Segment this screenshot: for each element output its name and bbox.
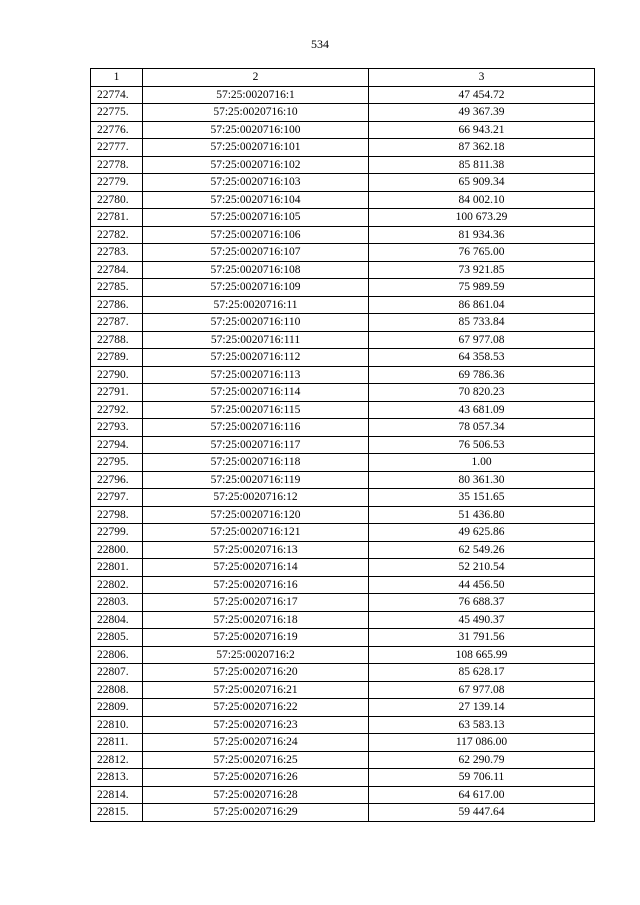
cadastral-value: 78 057.34 xyxy=(369,419,595,437)
cadastral-value: 47 454.72 xyxy=(369,86,595,104)
cadastral-number: 57:25:0020716:117 xyxy=(143,436,369,454)
cadastral-number: 57:25:0020716:106 xyxy=(143,226,369,244)
table-row xyxy=(91,191,595,209)
row-number: 22791. xyxy=(91,384,143,402)
cadastral-value: 66 943.21 xyxy=(369,121,595,139)
row-number: 22796. xyxy=(91,471,143,489)
row-number: 22787. xyxy=(91,314,143,332)
table-row xyxy=(91,594,595,612)
table-row xyxy=(91,471,595,489)
row-number: 22794. xyxy=(91,436,143,454)
table-row xyxy=(91,786,595,804)
cadastral-number: 57:25:0020716:19 xyxy=(143,629,369,647)
row-number: 22776. xyxy=(91,121,143,139)
cadastral-value: 73 921.85 xyxy=(369,261,595,279)
table-row xyxy=(91,664,595,682)
table-row xyxy=(91,401,595,419)
cadastral-value: 1.00 xyxy=(369,454,595,472)
cadastral-value: 67 977.08 xyxy=(369,681,595,699)
table-row xyxy=(91,226,595,244)
row-number: 22798. xyxy=(91,506,143,524)
cadastral-number: 57:25:0020716:13 xyxy=(143,541,369,559)
cadastral-value: 62 290.79 xyxy=(369,751,595,769)
cadastral-number: 57:25:0020716:12 xyxy=(143,489,369,507)
table-row xyxy=(91,751,595,769)
table-row xyxy=(91,524,595,542)
cadastral-number: 57:25:0020716:112 xyxy=(143,349,369,367)
row-number: 22812. xyxy=(91,751,143,769)
row-number: 22807. xyxy=(91,664,143,682)
cadastral-value: 100 673.29 xyxy=(369,209,595,227)
cadastral-number: 57:25:0020716:25 xyxy=(143,751,369,769)
table-row xyxy=(91,261,595,279)
cadastral-number: 57:25:0020716:121 xyxy=(143,524,369,542)
row-number: 22775. xyxy=(91,104,143,122)
cadastral-number: 57:25:0020716:20 xyxy=(143,664,369,682)
table-row xyxy=(91,244,595,262)
row-number: 22810. xyxy=(91,716,143,734)
table-row xyxy=(91,296,595,314)
cadastral-value-table xyxy=(90,68,595,822)
row-number: 22793. xyxy=(91,419,143,437)
cadastral-value: 64 358.53 xyxy=(369,349,595,367)
row-number: 22795. xyxy=(91,454,143,472)
cadastral-number: 57:25:0020716:10 xyxy=(143,104,369,122)
table-row xyxy=(91,314,595,332)
row-number: 22786. xyxy=(91,296,143,314)
cadastral-value: 59 706.11 xyxy=(369,769,595,787)
cadastral-value: 59 447.64 xyxy=(369,804,595,822)
table-row xyxy=(91,279,595,297)
column-header-3: 3 xyxy=(369,69,595,87)
cadastral-number: 57:25:0020716:105 xyxy=(143,209,369,227)
table-row xyxy=(91,349,595,367)
row-number: 22811. xyxy=(91,734,143,752)
cadastral-value: 76 688.37 xyxy=(369,594,595,612)
cadastral-number: 57:25:0020716:16 xyxy=(143,576,369,594)
cadastral-number: 57:25:0020716:118 xyxy=(143,454,369,472)
column-header-2: 2 xyxy=(143,69,369,87)
cadastral-value: 69 786.36 xyxy=(369,366,595,384)
table-row xyxy=(91,209,595,227)
cadastral-number: 57:25:0020716:18 xyxy=(143,611,369,629)
cadastral-value: 76 506.53 xyxy=(369,436,595,454)
cadastral-value: 49 625.86 xyxy=(369,524,595,542)
cadastral-number: 57:25:0020716:29 xyxy=(143,804,369,822)
table-row xyxy=(91,716,595,734)
table-row xyxy=(91,559,595,577)
cadastral-number: 57:25:0020716:102 xyxy=(143,156,369,174)
table-body xyxy=(91,86,595,821)
cadastral-value: 81 934.36 xyxy=(369,226,595,244)
row-number: 22780. xyxy=(91,191,143,209)
column-header-1: 1 xyxy=(91,69,143,87)
row-number: 22801. xyxy=(91,559,143,577)
table-row xyxy=(91,681,595,699)
table-row xyxy=(91,156,595,174)
table-row xyxy=(91,366,595,384)
cadastral-value: 63 583.13 xyxy=(369,716,595,734)
cadastral-value: 75 989.59 xyxy=(369,279,595,297)
cadastral-number: 57:25:0020716:108 xyxy=(143,261,369,279)
cadastral-number: 57:25:0020716:17 xyxy=(143,594,369,612)
cadastral-number: 57:25:0020716:113 xyxy=(143,366,369,384)
cadastral-number: 57:25:0020716:120 xyxy=(143,506,369,524)
cadastral-number: 57:25:0020716:115 xyxy=(143,401,369,419)
row-number: 22813. xyxy=(91,769,143,787)
row-number: 22784. xyxy=(91,261,143,279)
row-number: 22814. xyxy=(91,786,143,804)
row-number: 22778. xyxy=(91,156,143,174)
cadastral-number: 57:25:0020716:100 xyxy=(143,121,369,139)
table-row xyxy=(91,174,595,192)
row-number: 22777. xyxy=(91,139,143,157)
cadastral-value: 84 002.10 xyxy=(369,191,595,209)
row-number: 22809. xyxy=(91,699,143,717)
table-row xyxy=(91,734,595,752)
cadastral-value: 27 139.14 xyxy=(369,699,595,717)
table-row xyxy=(91,104,595,122)
cadastral-value: 85 628.17 xyxy=(369,664,595,682)
cadastral-number: 57:25:0020716:2 xyxy=(143,646,369,664)
row-number: 22788. xyxy=(91,331,143,349)
cadastral-value: 62 549.26 xyxy=(369,541,595,559)
table-row xyxy=(91,489,595,507)
table-row xyxy=(91,86,595,104)
row-number: 22790. xyxy=(91,366,143,384)
cadastral-number: 57:25:0020716:22 xyxy=(143,699,369,717)
row-number: 22800. xyxy=(91,541,143,559)
cadastral-value: 76 765.00 xyxy=(369,244,595,262)
table-header-row xyxy=(91,69,595,87)
page-number: 534 xyxy=(311,37,329,51)
cadastral-number: 57:25:0020716:104 xyxy=(143,191,369,209)
cadastral-number: 57:25:0020716:101 xyxy=(143,139,369,157)
table-row xyxy=(91,506,595,524)
cadastral-number: 57:25:0020716:107 xyxy=(143,244,369,262)
row-number: 22783. xyxy=(91,244,143,262)
cadastral-number: 57:25:0020716:103 xyxy=(143,174,369,192)
row-number: 22805. xyxy=(91,629,143,647)
table-row xyxy=(91,699,595,717)
cadastral-number: 57:25:0020716:111 xyxy=(143,331,369,349)
cadastral-value: 64 617.00 xyxy=(369,786,595,804)
row-number: 22803. xyxy=(91,594,143,612)
cadastral-value: 108 665.99 xyxy=(369,646,595,664)
cadastral-value: 52 210.54 xyxy=(369,559,595,577)
table-row xyxy=(91,419,595,437)
row-number: 22815. xyxy=(91,804,143,822)
cadastral-value: 65 909.34 xyxy=(369,174,595,192)
cadastral-value: 86 861.04 xyxy=(369,296,595,314)
cadastral-value: 85 811.38 xyxy=(369,156,595,174)
row-number: 22804. xyxy=(91,611,143,629)
table-row xyxy=(91,139,595,157)
cadastral-value: 80 361.30 xyxy=(369,471,595,489)
table-row xyxy=(91,331,595,349)
cadastral-value: 45 490.37 xyxy=(369,611,595,629)
cadastral-number: 57:25:0020716:11 xyxy=(143,296,369,314)
row-number: 22799. xyxy=(91,524,143,542)
cadastral-number: 57:25:0020716:21 xyxy=(143,681,369,699)
cadastral-value: 31 791.56 xyxy=(369,629,595,647)
row-number: 22808. xyxy=(91,681,143,699)
cadastral-value: 44 456.50 xyxy=(369,576,595,594)
row-number: 22797. xyxy=(91,489,143,507)
row-number: 22792. xyxy=(91,401,143,419)
cadastral-number: 57:25:0020716:24 xyxy=(143,734,369,752)
table-row xyxy=(91,611,595,629)
row-number: 22785. xyxy=(91,279,143,297)
cadastral-value: 43 681.09 xyxy=(369,401,595,419)
row-number: 22789. xyxy=(91,349,143,367)
cadastral-number: 57:25:0020716:1 xyxy=(143,86,369,104)
cadastral-number: 57:25:0020716:110 xyxy=(143,314,369,332)
table-row xyxy=(91,804,595,822)
cadastral-value: 87 362.18 xyxy=(369,139,595,157)
row-number: 22779. xyxy=(91,174,143,192)
cadastral-number: 57:25:0020716:119 xyxy=(143,471,369,489)
row-number: 22806. xyxy=(91,646,143,664)
cadastral-value: 35 151.65 xyxy=(369,489,595,507)
cadastral-number: 57:25:0020716:114 xyxy=(143,384,369,402)
cadastral-number: 57:25:0020716:116 xyxy=(143,419,369,437)
cadastral-number: 57:25:0020716:109 xyxy=(143,279,369,297)
cadastral-number: 57:25:0020716:14 xyxy=(143,559,369,577)
row-number: 22774. xyxy=(91,86,143,104)
cadastral-value: 51 436.80 xyxy=(369,506,595,524)
cadastral-number: 57:25:0020716:28 xyxy=(143,786,369,804)
cadastral-value: 70 820.23 xyxy=(369,384,595,402)
table-row xyxy=(91,121,595,139)
cadastral-value: 85 733.84 xyxy=(369,314,595,332)
table-row xyxy=(91,576,595,594)
table-row xyxy=(91,646,595,664)
table-row xyxy=(91,629,595,647)
row-number: 22781. xyxy=(91,209,143,227)
row-number: 22802. xyxy=(91,576,143,594)
row-number: 22782. xyxy=(91,226,143,244)
cadastral-value: 49 367.39 xyxy=(369,104,595,122)
cadastral-value: 67 977.08 xyxy=(369,331,595,349)
table-row xyxy=(91,436,595,454)
table-row xyxy=(91,769,595,787)
table-row xyxy=(91,454,595,472)
cadastral-number: 57:25:0020716:23 xyxy=(143,716,369,734)
cadastral-number: 57:25:0020716:26 xyxy=(143,769,369,787)
table-row xyxy=(91,541,595,559)
cadastral-value: 117 086.00 xyxy=(369,734,595,752)
table-row xyxy=(91,384,595,402)
